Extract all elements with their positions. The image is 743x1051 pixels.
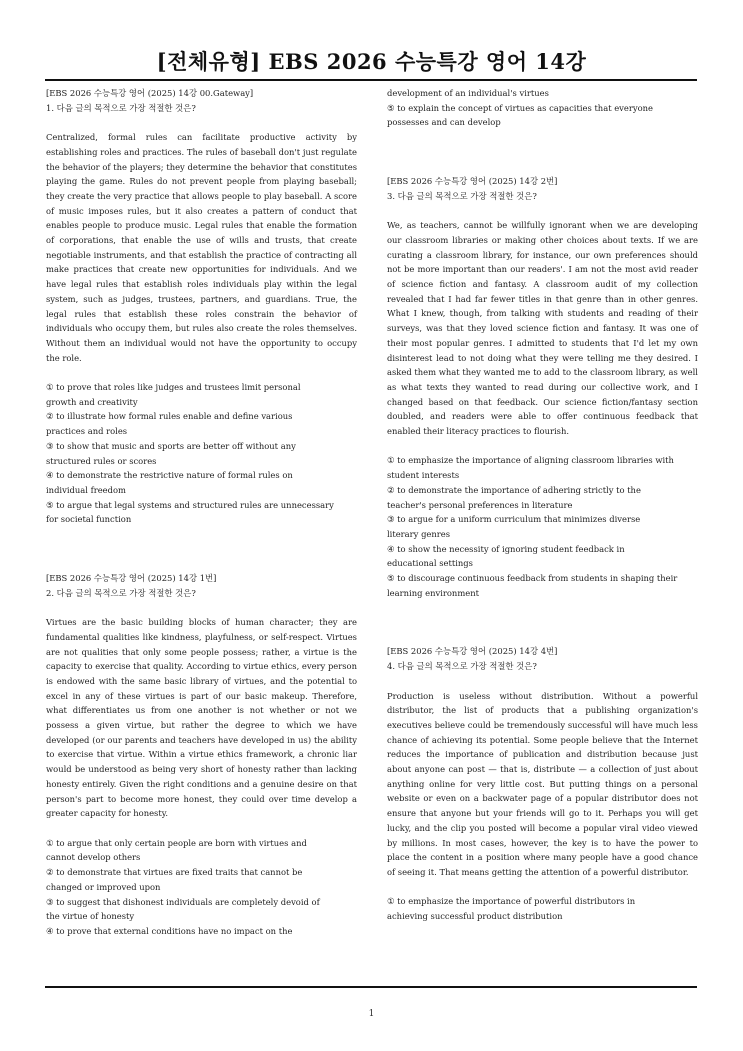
question-passage: Centralized, formal rules can facilitate productive activity by establishing roles and practices. The rules of baseball don't just regulate the behavior of the players; they determine the behavior that constitutes playing the game. Rules do not prevent people from playing baseball; they create the very practice that allows people to play baseball. A score of music imposes rules, but it also creates a pattern of conduct that enables people to produce music. Legal rules that enable the formation of corporations, that enable the use of wills and trusts, that create negotiable instruments, and that establish the practice of contracting all make practices that create new opportunities for individuals. And we have legal rules that establish roles individuals play within the legal system, such as judges, trustees, partners, and guardians. True, the legal rules that establish these roles constrain the behavior of individuals who occupy them, but rules also create the roles themselves. Without them an individual would not have the opportunity to occupy the role. <box>46 132 357 363</box>
question-source: [EBS 2026 수능특강 영어 (2025) 14강 4번] <box>387 646 558 657</box>
option-3: ③ to argue for a uniform curriculum that minimizes diverse literary genres <box>387 514 641 539</box>
question-prompt: 3. 다음 글의 목적으로 가장 적절한 것은? <box>387 190 537 201</box>
page-number: 1 <box>368 1009 375 1019</box>
option-5: ⑤ to discourage continuous feedback from students in shaping their learning environment <box>387 573 678 598</box>
question-prompt: 1. 다음 글의 목적으로 가장 적절한 것은? <box>46 102 196 113</box>
option-4-continued: development of an individual's virtues <box>387 88 549 98</box>
question-passage: Production is useless without distribution. Without a powerful distributor, the list of products that a publishing organization's executives believe could be tremendously successful will have much less chance of achieving its potential. Some people believe that the Internet reduces the importance of publication and distribution because just about anyone can post — that is, distribute — a collection of just about anything online for very little cost. But putting things on a personal website or even on a backwater page of a popular distributor does not ensure that anyone but your friends will go to it. Perhaps you will get lucky, and the clip you posted will become a popular viral video viewed by millions. In most cases, however, the key is to have the power to place the content in a position where many people have a good chance of seeing it. That means getting the attention of a powerful distributor. <box>387 690 698 877</box>
option-1: ① to argue that only certain people are born with virtues and cannot develop others <box>46 837 307 863</box>
left-column <box>46 86 357 939</box>
question-passage: We, as teachers, cannot be willfully ignorant when we are developing our classroom libraries or making other choices about texts. If we are curating a classroom library, for instance, our own preferences should not be more important than our readers'. I am not the most avid reader of science fiction and fantasy. A classroom audit of my collection revealed that I had far fewer titles in that genre than in other genres. What I knew, though, from talking with students and reading of their surveys, was that they loved science fiction and fantasy. It was one of their most popular genres. I admitted to students that I'd let my own disinterest lead to not doing what they were telling me they desired. I asked them what they wanted me to add to the classroom library, as well as what texts they wanted to read during our collective work, and I changed based on that feedback. Our science fiction/fantasy section doubled, and readers were able to offer continuous feedback that enabled their literacy practices to flourish. <box>387 220 698 437</box>
question-prompt: 4. 다음 글의 목적으로 가장 적절한 것은? <box>387 661 537 672</box>
question-3 <box>387 174 698 600</box>
question-2-continued <box>387 86 698 130</box>
question-passage: Virtues are the basic building blocks of human character; they are fundamental qualities like kindness, playfulness, or self-respect. Virtues are not qualities that only some people possess; rather, a virtue is the capacity to exercise that quality. According to virtue ethics, every person is endowed with the same basic library of virtues, and the potential to excel in any of these virtues is part of our basic makeup. Therefore, what differentiates us from one another is not whether or not we possess a given virtue, but rather the degree to which we have developed (or our parents and teachers have developed in us) the ability to exercise that virtue. Within a virtue ethics framework, a chronic liar would be understood as being very short of honesty rather than lacking honesty entirely. Given the right conditions and a genuine desire on that person's part to become more honest, they could over time develop a greater capacity for honesty. <box>46 617 357 819</box>
question-prompt: 2. 다음 글의 목적으로 가장 적절한 것은? <box>46 587 196 598</box>
option-5: ⑤ to argue that legal systems and structured rules are unnecessary for societal function <box>46 499 334 525</box>
page-title: [전체유형] EBS 2026 수능특강 영어 14강 <box>156 49 587 74</box>
option-2: ② to demonstrate that virtues are fixed traits that cannot be changed or improved upon <box>46 867 303 892</box>
option-1: ① to emphasize the importance of powerful distributors in achieving successful product distribution <box>387 896 636 922</box>
option-5: ⑤ to explain the concept of virtues as capacities that everyone possesses and can develop <box>387 102 653 128</box>
option-4: ④ to demonstrate the restrictive nature of formal rules on individual freedom <box>46 470 293 495</box>
option-4-first-line: ④ to prove that external conditions have no impact on the <box>46 925 293 936</box>
option-1: ① to prove that roles like judges and trustees limit personal growth and creativity <box>46 382 301 407</box>
question-source: [EBS 2026 수능특강 영어 (2025) 14강 1번] <box>46 573 217 584</box>
question-source: [EBS 2026 수능특강 영어 (2025) 14강 2번] <box>387 176 558 187</box>
option-3: ③ to suggest that dishonest individuals are completely devoid of the virtue of honesty <box>46 896 320 922</box>
question-1 <box>46 86 357 527</box>
right-column <box>387 86 698 924</box>
question-2 <box>46 571 357 939</box>
top-divider <box>45 79 697 81</box>
bottom-divider <box>45 986 697 988</box>
option-4: ④ to show the necessity of ignoring student feedback in educational settings <box>387 543 625 569</box>
question-4 <box>387 644 698 923</box>
option-3: ③ to show that music and sports are better off without any structured rules or scores <box>46 440 296 466</box>
question-source: [EBS 2026 수능특강 영어 (2025) 14강 00.Gateway] <box>46 88 254 98</box>
option-2: ② to illustrate how formal rules enable and define various practices and roles <box>46 411 293 437</box>
option-2: ② to demonstrate the importance of adhering strictly to the teacher's personal preferences in literature <box>387 484 641 510</box>
option-1: ① to emphasize the importance of aligning classroom libraries with student interests <box>387 455 674 481</box>
